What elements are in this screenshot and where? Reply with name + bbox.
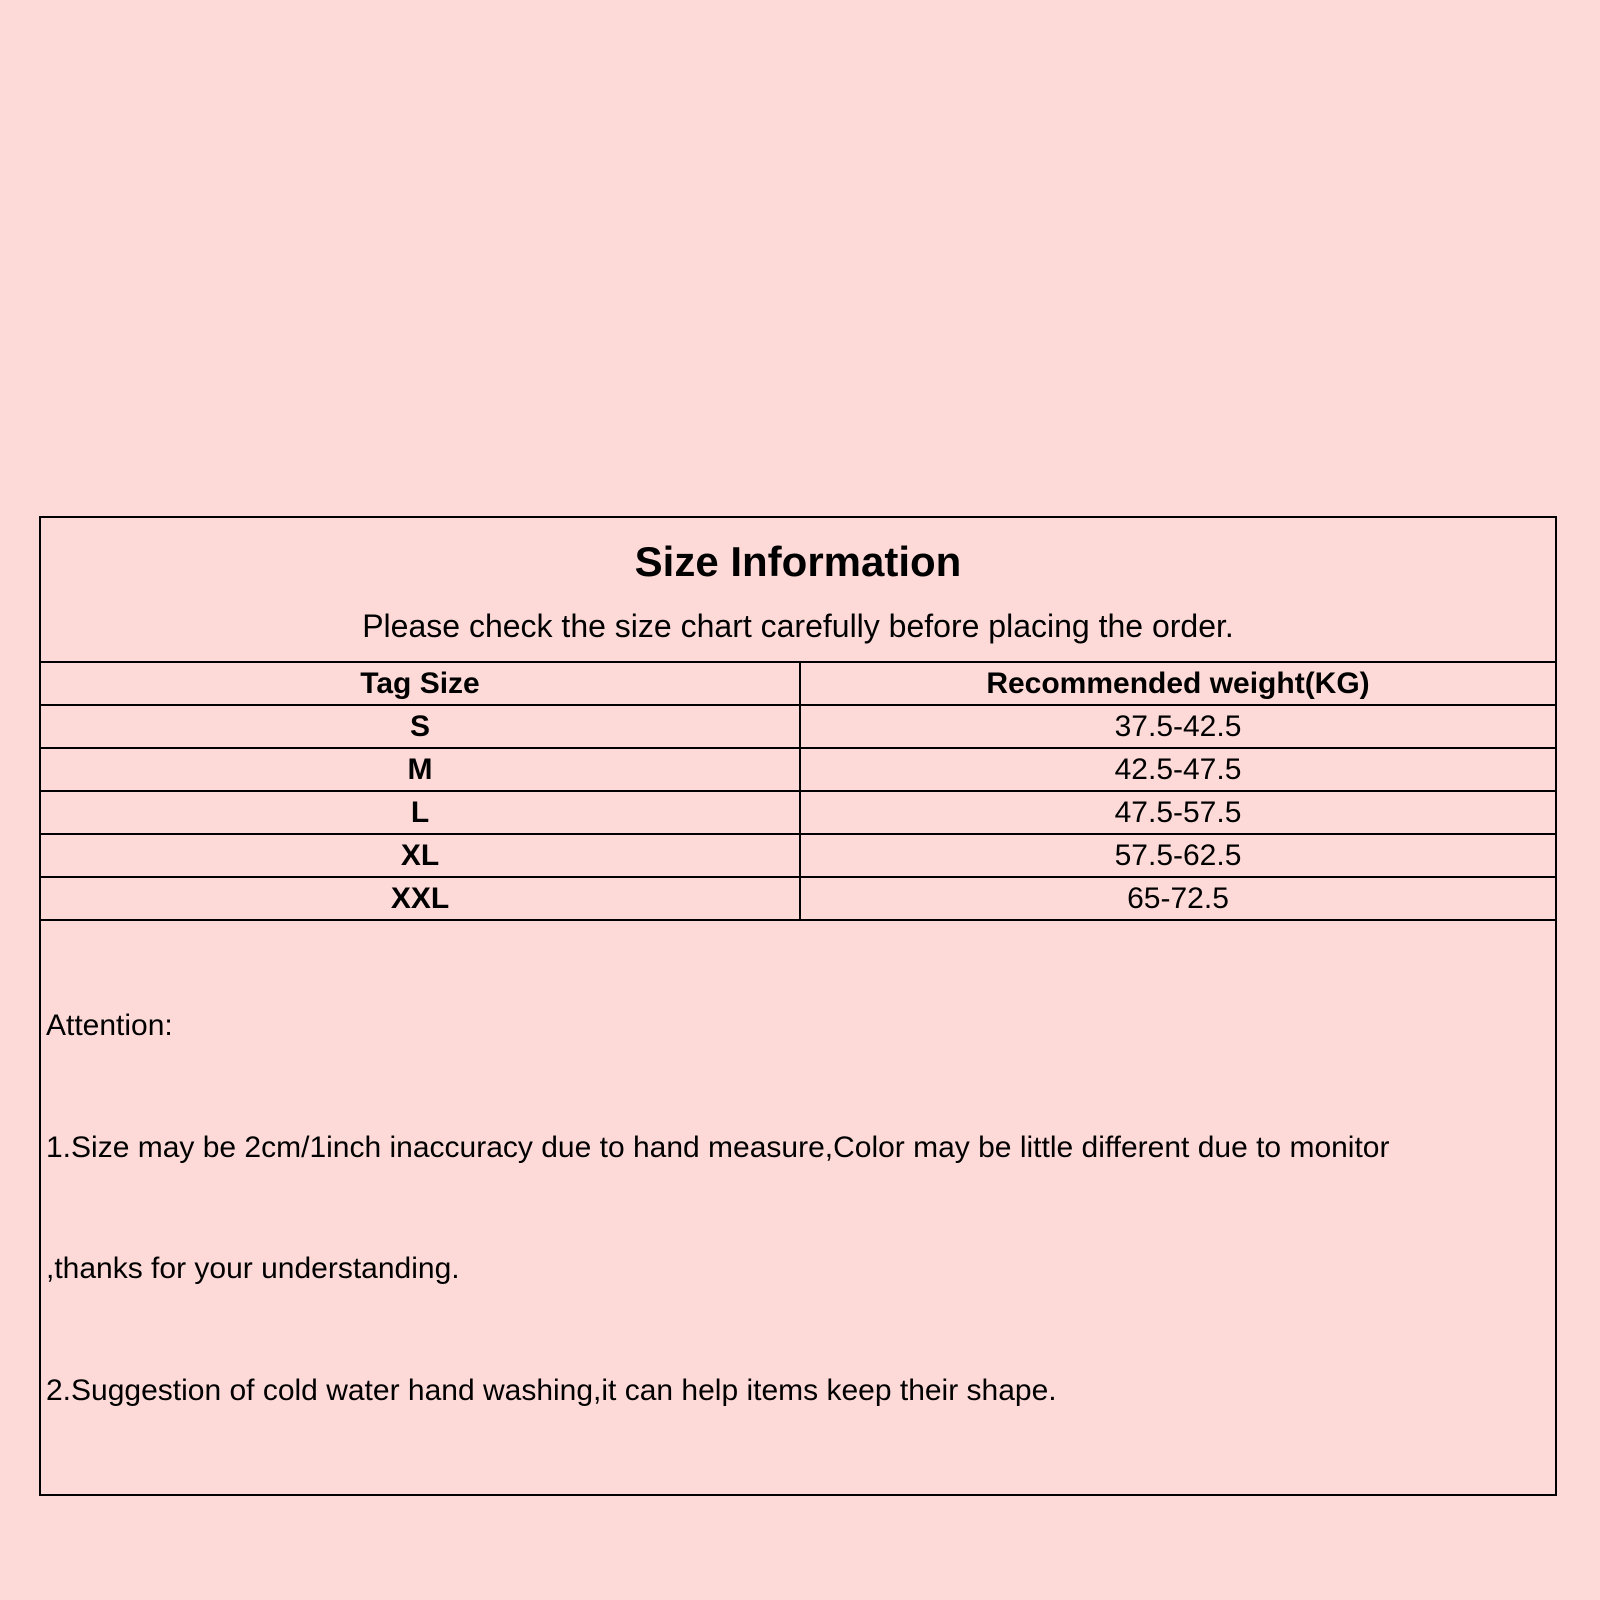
size-cell: S — [41, 705, 800, 748]
size-table — [41, 663, 1555, 921]
table-row — [41, 877, 1555, 920]
attention-heading: Attention: — [46, 1009, 173, 1042]
table-header-row — [41, 663, 1555, 705]
size-cell: M — [41, 748, 800, 791]
chart-subtitle: Please check the size chart carefully before placing the order. — [362, 608, 1234, 644]
weight-cell: 47.5-57.5 — [800, 791, 1555, 834]
chart-header — [41, 518, 1555, 663]
table-row — [41, 834, 1555, 877]
weight-cell: 42.5-47.5 — [800, 748, 1555, 791]
weight-cell: 57.5-62.5 — [800, 834, 1555, 877]
note-line-2: 2.Suggestion of cold water hand washing,it can help items keep their shape. — [46, 1373, 1057, 1407]
size-cell: L — [41, 791, 800, 834]
size-cell: XXL — [41, 877, 800, 920]
note-line-1-continued: ,thanks for your understanding. — [46, 1252, 460, 1285]
table-row — [41, 705, 1555, 748]
weight-cell: 37.5-42.5 — [800, 705, 1555, 748]
weight-cell: 65-72.5 — [800, 877, 1555, 920]
attention-notes — [41, 921, 1555, 1494]
column-header-tag-size: Tag Size — [41, 663, 800, 705]
note-line-1: 1.Size may be 2cm/1inch inaccuracy due to hand measure,Color may be little different due to monitor — [46, 1130, 1390, 1164]
size-chart — [39, 516, 1557, 1496]
chart-title: Size Information — [634, 538, 962, 585]
size-cell: XL — [41, 834, 800, 877]
table-row — [41, 748, 1555, 791]
table-row — [41, 791, 1555, 834]
column-header-weight: Recommended weight(KG) — [800, 663, 1555, 705]
